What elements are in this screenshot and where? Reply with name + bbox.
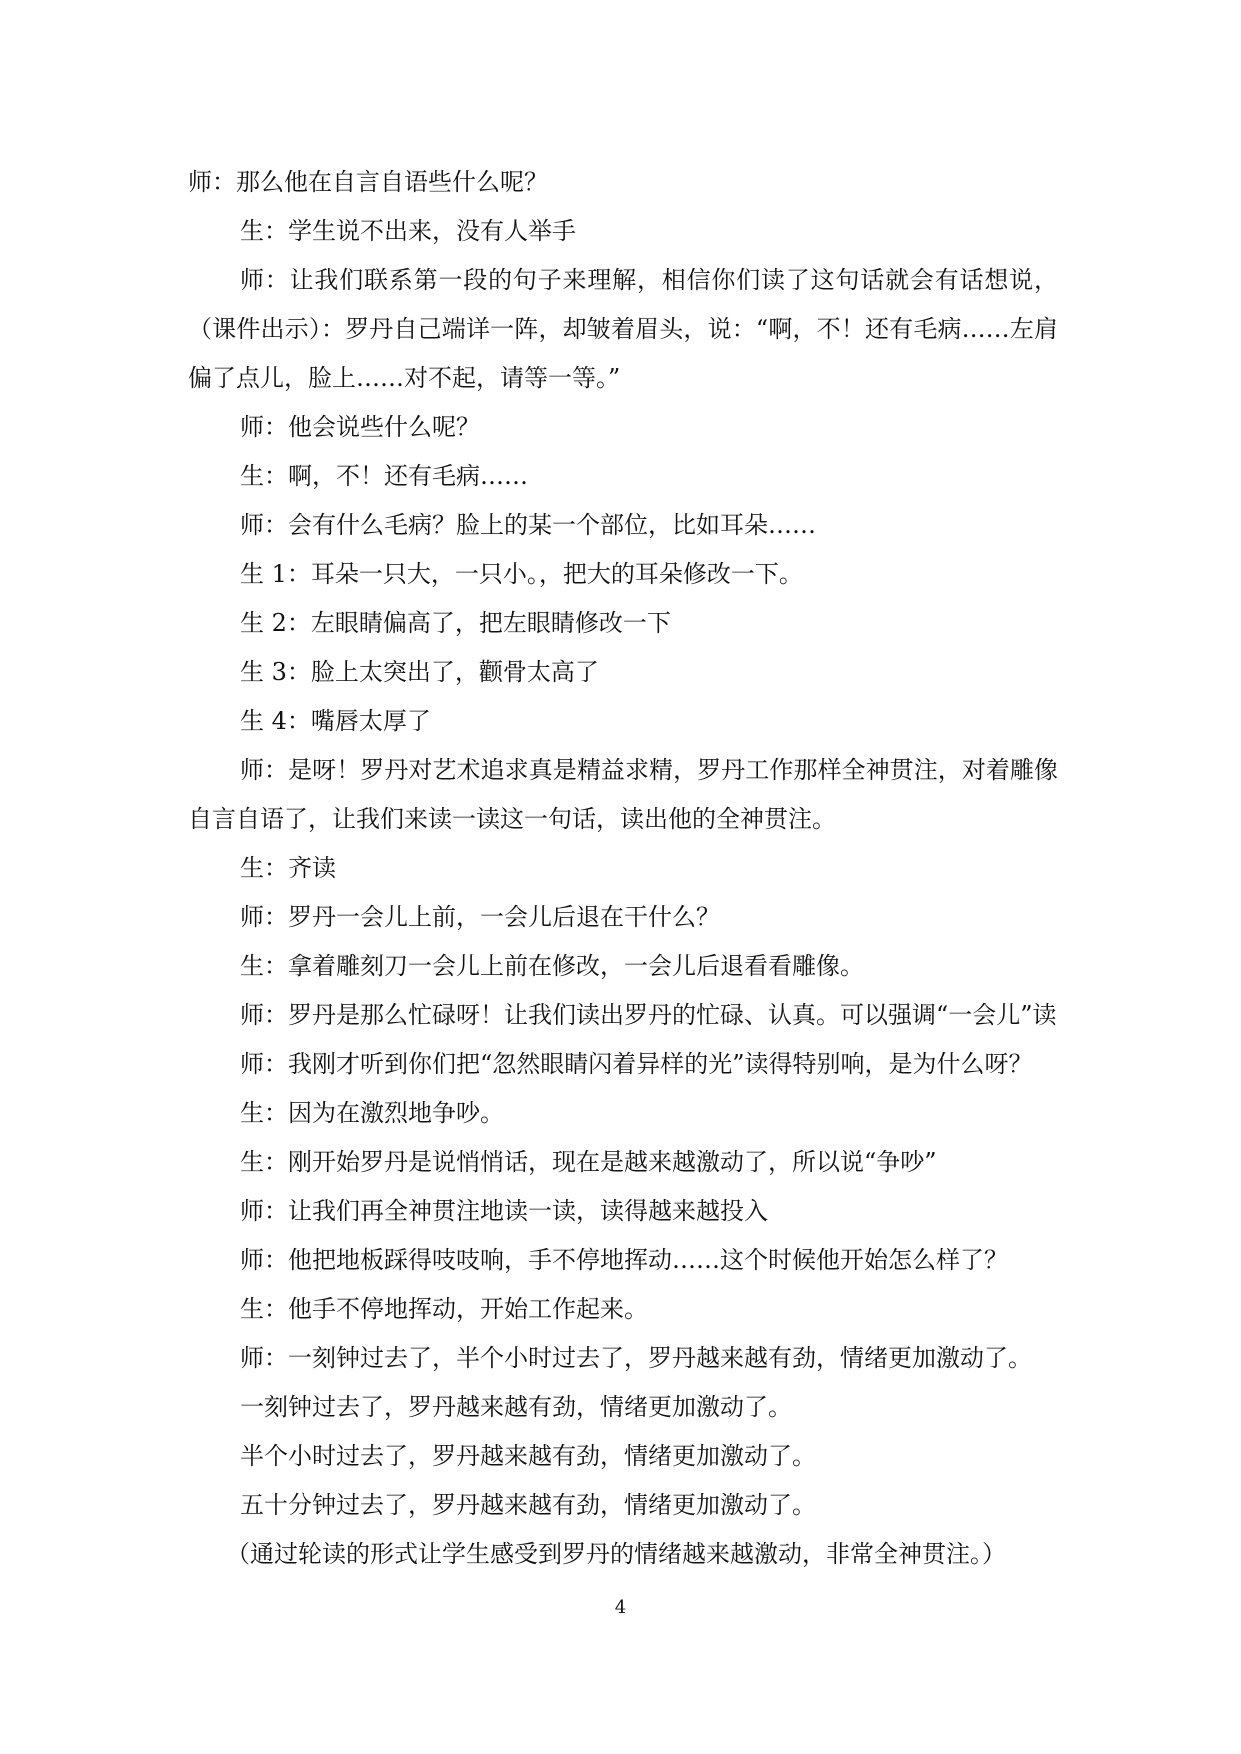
paragraph: 一刻钟过去了，罗丹越来越有劲，情绪更加激动了。	[240, 1393, 792, 1421]
paragraph: 生：啊，不！还有毛病……	[240, 462, 528, 490]
paragraph: 师：让我们联系第一段的句子来理解，相信你们读了这句话就会有话想说，（课件出示）：罗丹自己端详一阵，却皱着眉头，说：“啊，不！还有毛病……左肩偏了点儿，脸上……对不起，请等一等。”	[188, 266, 1058, 392]
paragraph: 生：拿着雕刻刀一会儿上前在修改，一会儿后退看看雕像。	[240, 952, 864, 980]
paragraph: 师：罗丹一会儿上前，一会儿后退在干什么？	[240, 903, 720, 931]
page-number: 4	[614, 1597, 627, 1618]
paragraph: 半个小时过去了，罗丹越来越有劲，情绪更加激动了。	[240, 1442, 816, 1470]
paragraph: 生：学生说不出来，没有人举手	[240, 217, 576, 245]
paragraph: 师：让我们再全神贯注地读一读，读得越来越投入	[240, 1197, 768, 1225]
paragraph: 师：一刻钟过去了，半个小时过去了，罗丹越来越有劲，情绪更加激动了。	[240, 1344, 1032, 1372]
paragraph: 生 3：脸上太突出了，颧骨太高了	[240, 658, 599, 686]
paragraph: （通过轮读的形式让学生感受到罗丹的情绪越来越激动，非常全神贯注。）	[226, 1540, 1006, 1568]
paragraph: 生：齐读	[240, 854, 336, 882]
paragraph: 五十分钟过去了，罗丹越来越有劲，情绪更加激动了。	[240, 1491, 816, 1519]
document-body	[188, 158, 1058, 1579]
paragraph: 生：因为在激烈地争吵。	[240, 1099, 504, 1127]
paragraph: 师：是呀！罗丹对艺术追求真是精益求精，罗丹工作那样全神贯注，对着雕像自言自语了，让我们来读一读这一句话，读出他的全神贯注。	[188, 756, 1058, 833]
paragraph: 生 4：嘴唇太厚了	[240, 707, 431, 735]
paragraph: 师：我刚才听到你们把“忽然眼睛闪着异样的光”读得特别响，是为什么呀？	[240, 1050, 1033, 1078]
paragraph: 师：会有什么毛病？脸上的某一个部位，比如耳朵……	[240, 511, 816, 539]
paragraph: 生：他手不停地挥动，开始工作起来。	[240, 1295, 648, 1323]
paragraph: 师：他会说些什么呢？	[240, 413, 480, 441]
paragraph: 师：罗丹是那么忙碌呀！让我们读出罗丹的忙碌、认真。可以强调“一会儿”读	[240, 1001, 1057, 1029]
paragraph: 师：他把地板踩得吱吱响，手不停地挥动……这个时候他开始怎么样了？	[240, 1246, 1008, 1274]
paragraph: 师：那么他在自言自语些什么呢？	[188, 168, 548, 196]
paragraph: 生：刚开始罗丹是说悄悄话，现在是越来越激动了，所以说“争吵”	[240, 1148, 937, 1176]
paragraph: 生 2：左眼睛偏高了，把左眼睛修改一下	[240, 609, 671, 637]
paragraph: 生 1：耳朵一只大，一只小。，把大的耳朵修改一下。	[240, 560, 803, 588]
